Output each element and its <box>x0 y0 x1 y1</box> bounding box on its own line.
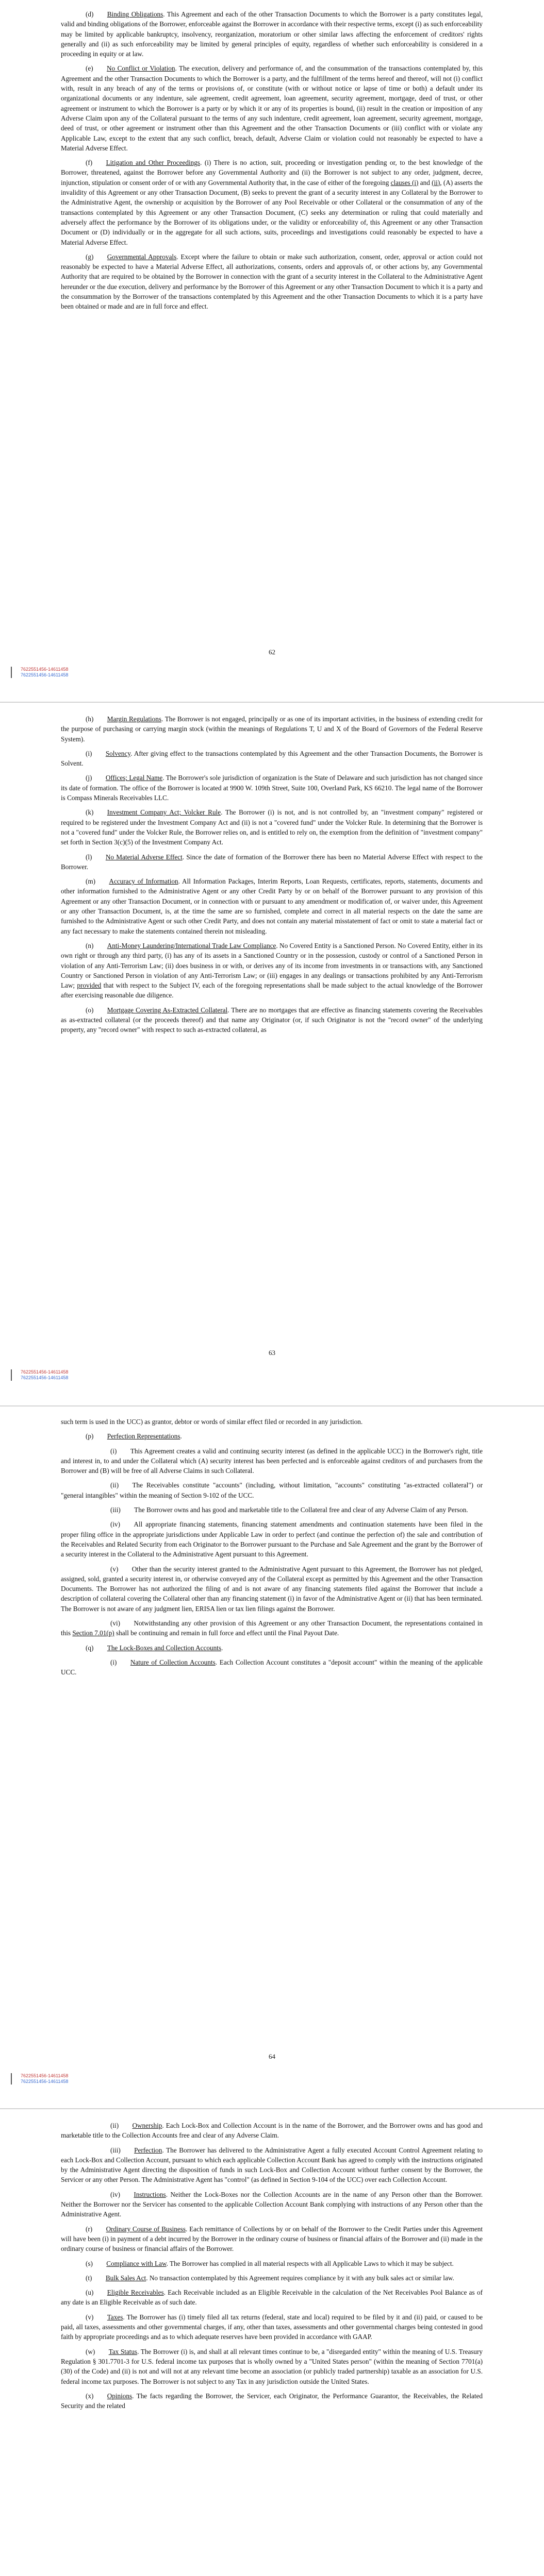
section-j-title: Offices; Legal Name <box>105 774 163 782</box>
section-h: (h) Margin Regulations. The Borrower is not engaged, principally or as one of its important activities, in the business of extending credit for the purpose of purchasing or carrying margin stock (within the meanings of Regulations T, U and X of the Board of Governors of the Federal Reserve System). <box>61 715 483 743</box>
section-r-title: Ordinary Course of Business <box>106 2225 186 2233</box>
section-k: (k) Investment Company Act; Volcker Rule. The Borrower (i) is not, and is not controlled by, an "investment company" registered or required to be registered under the Investment Company Act and (ii) is not a "covered fund" under the Volcker Rule. In determining that the Borrower is not a "covered fund" under the Volcker Rule, the Borrower relies on, and is entitled to rely on, the exemption from the definition of "investment company" set forth in Section 3(c)(5) of the Investment Company Act. <box>61 808 483 846</box>
section-j: (j) Offices; Legal Name. The Borrower's sole jurisdiction of organization is the State of Delaware and such jurisdiction has not changed since its date of formation. The office of the Borrower is located at 9900 W. 109th Street, Suite 100, Overland Park, KS 66210. The legal name of the Borrower is Compass Minerals Receivables LLC. <box>61 774 483 802</box>
page-62 <box>0 0 544 702</box>
page-65-body <box>61 2121 483 2415</box>
section-p-i: (i) This Agreement creates a valid and continuing security interest (as defined in the applicable UCC) in the Borrower's right, title and interest in, to and under the Collateral which (A) security interest has been perfected and is enforceable against creditors of and purchasers from the Borrower and (B) will be free of all Adverse Claims in such Collateral. <box>61 1447 483 1475</box>
section-w-title: Tax Status <box>108 2347 138 2355</box>
revision-bar <box>11 667 12 678</box>
section-t-title: Bulk Sales Act <box>105 2274 146 2282</box>
section-m: (m) Accuracy of Information. All Information Packages, Interim Reports, Loan Requests, certificates, reports, statements, documents and other information furnished to the Administrative Agent or any other Credit Party by or on behalf of the Borrower pursuant to any provision of this Agreement or any other Transaction Document, or in connection with or pursuant to any amendment or modification of, or waiver under, this Agreement or any other Transaction Document, is, at the time the same are so furnished, complete and correct in all material respects on the date the same are furnished to the Administrative Agent or such other Credit Party, and does not contain any material misstatement of fact or omit to state a material fact or any fact necessary to make the statements contained therein not misleading. <box>61 877 483 935</box>
section-p-vi: (vi) Notwithstanding any other provision of this Agreement or any other Transaction Document, the representations contained in this Section 7.01(p) shall be continuing and remain in full force and effect until the Final Payout Date. <box>61 1619 483 1637</box>
section-v-title: Taxes <box>107 2313 123 2321</box>
page-number: 62 <box>269 648 275 656</box>
section-d: (d) Binding Obligations. This Agreement and each of the other Transaction Documents to which the Borrower is a party constitutes legal, valid and binding obligations of the Borrower, enforceable against the Borrower in accordance with their respective terms, except (i) as such enforceability may be limited by applicable bankruptcy, insolvency, reorganization, moratorium or other similar laws affecting the enforcement of creditors' rights generally and (ii) as such enforceability may be limited by general principles of equity, regardless of whether such enforceability is considered in a proceeding in equity or at law. <box>61 10 483 58</box>
document-id: 7622551456-14611458 7622551456-14611458 <box>21 667 69 677</box>
section-q-iv: (iv) Instructions. Neither the Lock-Boxes nor the Collection Accounts are in the name of any Person other than the Borrower. Neither the Borrower nor the Servicer has consented to the applicable Collection Account Bank complying with instructions of any Person other than the Administrative Agent. <box>61 2190 483 2218</box>
revision-bar <box>11 1369 12 1381</box>
section-h-title: Margin Regulations <box>107 715 161 723</box>
section-g-title: Governmental Approvals <box>107 252 177 261</box>
section-o-title: Mortgage Covering As-Extracted Collateral <box>107 1006 228 1014</box>
section-s: (s) Compliance with Law. The Borrower has complied in all material respects with all Applicable Laws to which it may be subject. <box>86 2259 454 2267</box>
section-q-title: The Lock-Boxes and Collection Accounts <box>107 1643 221 1652</box>
section-q: (q) The Lock-Boxes and Collection Accounts. <box>86 1643 223 1652</box>
section-p-v: (v) Other than the security interest granted to the Administrative Agent pursuant to this Agreement, the Borrower has not pledged, assigned, sold, granted a security interest in, or otherwise conveyed any of the Collateral except as permitted by this Agreement and the other Transaction Documents. The Borrower has not authorized the filing of and is not aware of any financing statements filed against the Borrower that include a description of collateral covering the Collateral other than any financing statement (i) in favor of the Administrative Agent or (ii) that has been terminated. The Borrower is not aware of any judgment lien, ERISA lien or tax lien filings against the Borrower. <box>61 1565 483 1613</box>
page-65 <box>0 2109 544 2576</box>
section-m-title: Accuracy of Information <box>109 877 178 886</box>
section-s-title: Compliance with Law <box>106 2259 167 2267</box>
section-p: (p) Perfection Representations. <box>86 1432 182 1440</box>
section-n-title: Anti-Money Laundering/International Trade Law Compliance <box>107 941 276 950</box>
document-id: 7622551456-14611458 7622551456-14611458 <box>21 1369 69 1380</box>
section-p-iii: (iii) The Borrower owns and has good and marketable title to the Collateral free and clear of any Adverse Claim of any Person. <box>110 1506 468 1514</box>
page-62-body <box>61 9 483 316</box>
section-v: (v) Taxes. The Borrower has (i) timely filed all tax returns (federal, state and local) required to be filed by it and (ii) paid, or caused to be paid, all taxes, assessments and other governmental charges, if any, other than taxes, assessments and other governmental charges being contested in good faith by appropriate proceedings and as to which adequate reserves have been provided in accordance with GAAP. <box>61 2313 483 2341</box>
page-64 <box>0 1406 544 2108</box>
section-e: (e) No Conflict or Violation. The execution, delivery and performance of, and the consummation of the transactions contemplated by, this Agreement and the other Transaction Documents to which the Borrower is a party, and the fulfillment of the terms hereof and thereof, will not (i) conflict with, result in any breach of any of the terms or provisions of, or constitute (with or without notice or lapse of time or both) a default under its organizational documents or any indenture, sale agreement, credit agreement, loan agreement, security agreement, mortgage, deed of trust, or other agreement or instrument to which the Borrower is a party or by which it or any of its properties is bound, (ii) result in the creation or imposition of any Adverse Claim upon any of the Collateral pursuant to the terms of any such indenture, credit agreement, loan agreement, security agreement, mortgage, deed of trust, or other agreement or instrument other than this Agreement and the other Transaction Documents or (iii) conflict with or violate any Applicable Law, except to the extent that any such conflict, breach, default, Adverse Claim or violation could not reasonably be expected to have a Material Adverse Effect. <box>61 64 483 152</box>
continued-text: such term is used in the UCC) as grantor, debtor or words of similar effect filed or recorded in any jurisdiction. <box>61 1418 363 1426</box>
section-l: (l) No Material Adverse Effect. Since the date of formation of the Borrower there has been no Material Adverse Effect with respect to the Borrower. <box>61 853 483 871</box>
page-number: 64 <box>269 2053 275 2060</box>
section-f-title: Litigation and Other Proceedings <box>106 159 200 167</box>
section-q-ii: (ii) Ownership. Each Lock-Box and Collection Account is in the name of the Borrower, and the Borrower owns and has good and marketable title to the Collection Accounts free and clear of any Adverse Claim. <box>61 2122 483 2140</box>
section-k-title: Investment Company Act; Volcker Rule <box>107 808 221 817</box>
section-o: (o) Mortgage Covering As-Extracted Collateral. There are no mortgages that are effective as financing statements covering the Receivables as as-extracted collateral (or the proceeds thereof) and that name any Originator (or, if such Originator is not the "record owner" of the underlying property, any "record owner" with respect to such as-extracted collateral, as <box>61 1006 483 1034</box>
page-64-body <box>61 1417 483 1682</box>
section-d-title: Binding Obligations <box>107 10 163 18</box>
section-i: (i) Solvency. After giving effect to the transactions contemplated by this Agreement and the other Transaction Documents, the Borrower is Solvent. <box>61 749 483 768</box>
section-i-title: Solvency <box>105 749 131 757</box>
section-p-ii: (ii) The Receivables constitute "accounts" (including, without limitation, "accounts" constituting "as-extracted collateral") or "general intangibles" within the meaning of Section 9-102 of the UCC. <box>61 1481 483 1499</box>
section-x-title: Opinions <box>107 2392 133 2400</box>
section-x: (x) Opinions. The facts regarding the Borrower, the Servicer, each Originator, the Performance Guarantor, the Receivables, the Related Security and the related <box>61 2392 483 2410</box>
section-u: (u) Eligible Receivables. Each Receivable included as an Eligible Receivable in the calculation of the Net Receivables Pool Balance as of any date is an Eligible Receivable as of such date. <box>61 2289 483 2307</box>
section-w: (w) Tax Status. The Borrower (i) is, and shall at all relevant times continue to be, a "disregarded entity" within the meaning of U.S. Treasury Regulation § 301.7701-3 for U.S. federal income tax purposes that is wholly owned by a "United States person" (within the meaning of Section 7701(a)(30) of the Code) and (ii) is not and will not at any relevant time become an association (or publicly traded partnership) taxable as an association for U.S. federal income tax purposes. The Borrower is not subject to any Tax in any jurisdiction outside the United States. <box>61 2347 483 2385</box>
section-q-iii: (iii) Perfection. The Borrower has delivered to the Administrative Agent a fully executed Account Control Agreement relating to each Lock-Box and Collection Account, pursuant to which each applicable Collection Account Bank has agreed to comply with the instructions originated by the Administrative Agent directing the disposition of funds in such Lock-Box and Collection Account without further consent by the Borrower, the Servicer or any other Person. The Administrative Agent has "control" (as defined in Section 9-104 of the UCC) over each Collection Account. <box>61 2146 483 2184</box>
section-f: (f) Litigation and Other Proceedings. (i) There is no action, suit, proceeding or investigation pending or, to the best knowledge of the Borrower, threatened, against the Borrower before any Governmental Authority and (ii) the Borrower is not subject to any order, judgment, decree, injunction, stipulation or consent order of or with any Governmental Authority that, in the case of either of the foregoing clauses (i) and (ii), (A) asserts the invalidity of this Agreement or any other Transaction Document, (B) seeks to prevent the grant of a security interest in any Collateral by the Borrower to the Administrative Agent, the ownership or acquisition by the Borrower of any Pool Receivable or other Collateral or the consummation of any of the transactions contemplated by this Agreement or any other Transaction Document, (C) seeks any determination or ruling that could materially and adversely affect the performance by the Borrower of its obligations under, or the validity or enforceability of, this Agreement or any other Transaction Document or (D) individually or in the aggregate for all such actions, suits, proceedings and investigations could reasonably be expected to have a Material Adverse Effect. <box>61 159 483 246</box>
revision-bar <box>11 2073 12 2084</box>
section-p-iv: (iv) All appropriate financing statements, financing statement amendments and continuation statements have been filed in the proper filing office in the appropriate jurisdictions under Applicable Law in order to perfect (and continue the perfection of) the sale and contribution of the Receivables and Related Security from each Originator to the Borrower pursuant to the Purchase and Sale Agreement and the grant by the Borrower of a security interest in the Collateral to the Administrative Agent pursuant to this Agreement. <box>61 1520 483 1558</box>
section-u-title: Eligible Receivables <box>107 2289 164 2297</box>
section-e-title: No Conflict or Violation <box>107 64 175 73</box>
page-number: 63 <box>269 1349 275 1357</box>
section-n: (n) Anti-Money Laundering/International Trade Law Compliance. No Covered Entity is a Sanctioned Person. No Covered Entity, either in its own right or through any third party, (i) has any of its assets in a Sanctioned Country or in the possession, custody or control of a Sanctioned Person in violation of any Anti-Terrorism Law; (ii) does business in or with, or derives any of its income from investments in or transactions with, any Sanctioned Country or Sanctioned Person in violation of any Anti-Terrorism Law; or (iii) engages in any dealings or transactions prohibited by any Anti-Terrorism Law; provided that with respect to the Subject IV, each of the foregoing representations shall be made subject to the actual knowledge of the Borrower after exercising reasonable due diligence. <box>61 941 483 999</box>
section-r: (r) Ordinary Course of Business. Each remittance of Collections by or on behalf of the Borrower to the Credit Parties under this Agreement will have been (i) in payment of a debt incurred by the Borrower in the ordinary course of business or financial affairs of the Borrower and (ii) made in the ordinary course of business or financial affairs of the Borrower. <box>61 2225 483 2253</box>
section-l-title: No Material Adverse Effect <box>105 853 183 861</box>
section-g: (g) Governmental Approvals. Except where the failure to obtain or make such authorization, consent, order, approval or action could not reasonably be expected to have a Material Adverse Effect, all authorizations, consents, orders and approvals of, or other actions by, any Governmental Authority that are required to be obtained by the Borrower in connection with the grant of a security interest in the Collateral to the Administrative Agent hereunder or the due execution, delivery and performance by the Borrower of this Agreement or any other Transaction Document to which it is a party and the consummation by the Borrower of the transactions contemplated by this Agreement and the other Transaction Documents to which it is a party have been obtained or made and are in full force and effect. <box>61 252 483 311</box>
page-63-body <box>61 714 483 1040</box>
section-p-title: Perfection Representations <box>107 1432 180 1440</box>
document-id: 7622551456-14611458 7622551456-14611458 <box>21 2073 69 2084</box>
section-q-i: (i) Nature of Collection Accounts. Each Collection Account constitutes a "deposit account" within the meaning of the applicable UCC. <box>61 1658 483 1676</box>
page-63 <box>0 703 544 1405</box>
section-t: (t) Bulk Sales Act. No transaction contemplated by this Agreement requires compliance by it with any bulk sales act or similar law. <box>86 2274 454 2282</box>
